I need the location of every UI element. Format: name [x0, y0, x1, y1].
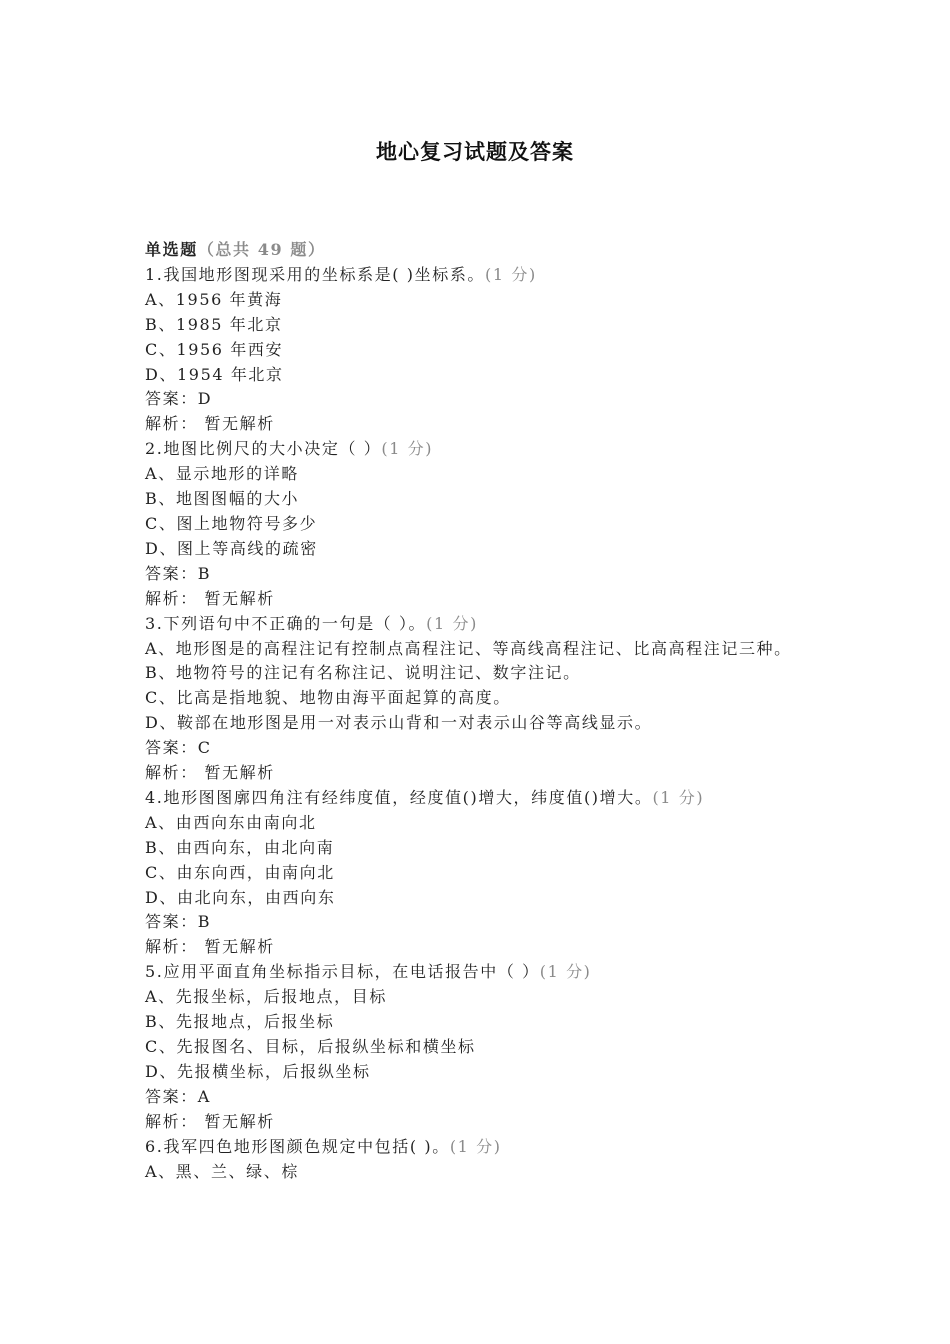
question-option: A、由西向东由南向北	[145, 812, 317, 832]
question-list	[145, 238, 815, 1184]
question-option: B、先报地点，后报坐标	[145, 1012, 335, 1032]
question-option: A、显示地形的详略	[145, 464, 299, 484]
question-text: 6.我军四色地形图颜色规定中包括( )。	[145, 1136, 450, 1156]
question-option: D、鞍部在地形图是用一对表示山背和一对表示山谷等高线显示。	[145, 713, 653, 733]
question-option: C、由东向西，由南向北	[145, 862, 335, 882]
question-text: 5.应用平面直角坐标指示目标，在电话报告中（ ）	[145, 962, 540, 982]
section-count: （总共 49 题）	[197, 240, 326, 259]
question-option: D、由北向东，由西向东	[145, 887, 336, 907]
question-answer: 答案：A	[145, 1086, 211, 1106]
question-answer: 答案：B	[145, 563, 212, 583]
question-points: (1 分)	[449, 1136, 502, 1156]
question-stem	[145, 960, 815, 985]
question-stem	[145, 1135, 815, 1160]
question-option: A、先报坐标，后报地点，目标	[145, 987, 387, 1007]
question-option: D、先报横坐标，后报纵坐标	[145, 1061, 371, 1081]
question-stem	[145, 263, 815, 288]
question-option: A、1956 年黄海	[145, 289, 283, 309]
question-option: C、比高是指地貌、地物由海平面起算的高度。	[145, 688, 511, 708]
question-stem	[145, 437, 815, 462]
question-points: (1 分)	[381, 439, 434, 459]
question-analysis: 解析： 暂无解析	[145, 588, 275, 608]
question-option: C、1956 年西安	[145, 339, 284, 359]
question-option: B、地物符号的注记有名称注记、说明注记、数字注记。	[145, 663, 581, 683]
document-title: 地心复习试题及答案	[376, 139, 574, 164]
question-points: (1 分)	[652, 787, 705, 807]
question-text: 2.地图比例尺的大小决定（ ）	[145, 439, 382, 459]
question-text: 4.地形图图廓四角注有经纬度值，经度值()增大，纬度值()增大。	[145, 787, 653, 807]
question-points: (1 分)	[426, 613, 478, 633]
question-option: B、地图图幅的大小	[145, 489, 300, 509]
question-option: A、地形图是的高程注记有控制点高程注记、等高线高程注记、比高高程注记三种。	[145, 638, 792, 658]
question-stem	[145, 612, 815, 637]
question-text: 3.下列语句中不正确的一句是（ ）。	[145, 613, 427, 633]
question-analysis: 解析： 暂无解析	[145, 937, 275, 957]
question-option: D、图上等高线的疏密	[145, 538, 318, 558]
section-heading: 单选题	[145, 240, 198, 259]
question-analysis: 解析： 暂无解析	[145, 763, 275, 783]
question-analysis: 解析： 暂无解析	[145, 414, 275, 434]
question-points: (1 分)	[539, 962, 592, 982]
question-option: B、由西向东，由北向南	[145, 837, 335, 857]
question-option: D、1954 年北京	[145, 364, 284, 384]
question-answer: 答案：B	[145, 912, 212, 932]
question-option: C、图上地物符号多少	[145, 513, 318, 533]
question-analysis: 解析： 暂无解析	[145, 1111, 275, 1131]
section-header	[145, 238, 815, 263]
question-option: B、1985 年北京	[145, 314, 283, 334]
question-stem	[145, 786, 815, 811]
question-answer: 答案：C	[145, 738, 212, 758]
question-text: 1.我国地形图现采用的坐标系是( )坐标系。	[145, 264, 486, 284]
question-answer: 答案：D	[145, 389, 213, 409]
question-option: A、黑、兰、绿、棕	[145, 1161, 299, 1181]
question-points: (1 分)	[485, 264, 537, 284]
question-option: C、先报图名、目标，后报纵坐标和横坐标	[145, 1037, 476, 1056]
